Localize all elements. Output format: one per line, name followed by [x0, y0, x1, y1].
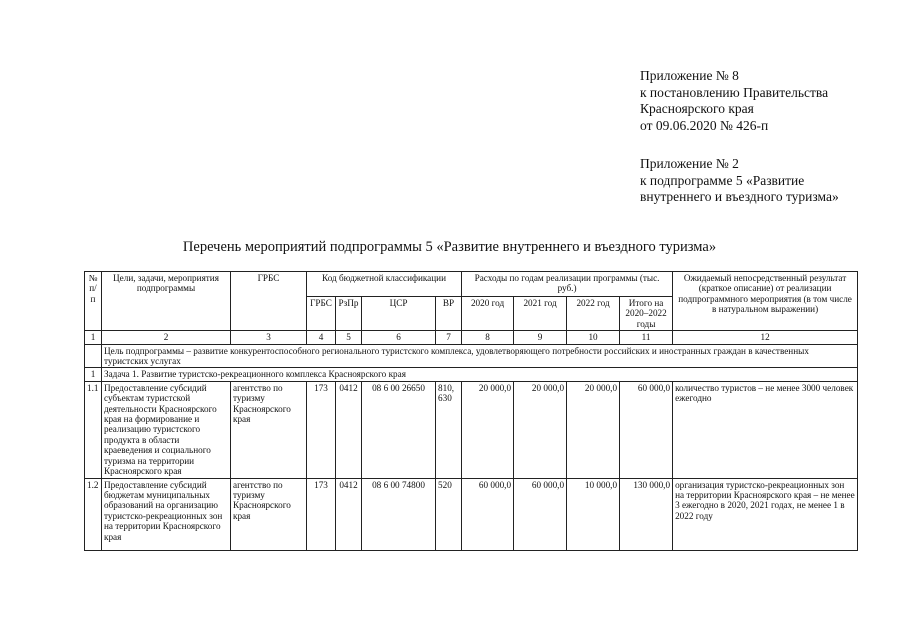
column-number: 4 — [307, 331, 336, 344]
row-rzpr: 0412 — [336, 381, 362, 478]
appendix-8-header — [640, 68, 828, 134]
subheader-rzpr: РзПр — [336, 297, 362, 331]
row-grbs-code: 173 — [307, 478, 336, 550]
subheader-csr: ЦСР — [362, 297, 436, 331]
column-number: 6 — [362, 331, 436, 344]
subheader-2020: 2020 год — [462, 297, 514, 331]
appendix-8-line-2: к постановлению Правительства — [640, 84, 829, 100]
subheader-total: Итого на 2020–2022 годы — [620, 297, 673, 331]
row-grbs-name: агентство по туризму Красноярского края — [231, 478, 307, 550]
column-number: 2 — [102, 331, 231, 344]
row-num: 1.2 — [85, 478, 102, 550]
header-num: № п/п — [85, 272, 102, 331]
row-result: количество туристов – не менее 3000 человек ежегодно — [673, 381, 858, 478]
column-number: 11 — [620, 331, 673, 344]
appendix-2-header — [640, 156, 839, 206]
goal-row — [85, 344, 858, 368]
appendix-2-line-1: Приложение № 2 — [640, 156, 739, 171]
row-activity-name: Предоставление субсидий бюджетам муниципальных образований на организацию туристско-рекреационных зон на территории Красноярского края — [102, 478, 231, 550]
subheader-2021: 2021 год — [514, 297, 567, 331]
row-vr: 810, 630 — [436, 381, 462, 478]
task-text: Задача 1. Развитие туристско-рекреационного комплекса Красноярского края — [102, 368, 858, 381]
row-grbs-code: 173 — [307, 381, 336, 478]
row-csr: 08 6 00 74800 — [362, 478, 436, 550]
row-2021: 60 000,0 — [514, 478, 567, 550]
row-rzpr: 0412 — [336, 478, 362, 550]
row-2022: 20 000,0 — [567, 381, 620, 478]
task-num: 1 — [85, 368, 102, 381]
column-number: 10 — [567, 331, 620, 344]
row-grbs-name: агентство по туризму Красноярского края — [231, 381, 307, 478]
appendix-8-line-3: Красноярского края — [640, 101, 754, 116]
appendix-2-line-2: к подпрограмме 5 «Развитие — [640, 172, 805, 188]
row-2020: 60 000,0 — [462, 478, 514, 550]
subheader-vr: ВР — [436, 297, 462, 331]
header-expenses: Расходы по годам реализации программы (тыс. руб.) — [462, 272, 673, 297]
row-2020: 20 000,0 — [462, 381, 514, 478]
task-row — [85, 368, 858, 381]
appendix-8-line-1: Приложение № 8 — [640, 68, 739, 83]
appendix-8-line-4: от 09.06.2020 № 426-п — [640, 117, 769, 133]
row-num: 1.1 — [85, 381, 102, 478]
subheader-grbs: ГРБС — [307, 297, 336, 331]
row-activity-name: Предоставление субсидий субъектам туристской деятельности Красноярского края на формирование и реализацию туристского продукта в области краеведения и социального туризма на территории Красноярского края — [102, 381, 231, 478]
subheader-2022: 2022 год — [567, 297, 620, 331]
row-2022: 10 000,0 — [567, 478, 620, 550]
header-goals: Цели, задачи, мероприятия подпрограммы — [102, 272, 231, 331]
header-budget-code: Код бюджетной классификации — [307, 272, 462, 297]
column-number: 8 — [462, 331, 514, 344]
goal-num-cell — [85, 344, 102, 368]
column-number: 7 — [436, 331, 462, 344]
header-result: Ожидаемый непосредственный результат (краткое описание) от реализации подпрограммного мероприятия (в том числе в натуральном выражении) — [673, 272, 858, 331]
row-result: организация туристско-рекреационных зон на территории Красноярского края – не менее 3 ежегодно в 2020, 2021 годах, не менее 1 в 2022 году — [673, 478, 858, 550]
column-number: 9 — [514, 331, 567, 344]
header-grbs: ГРБС — [231, 272, 307, 331]
column-number: 12 — [673, 331, 858, 344]
table-row — [85, 478, 858, 550]
goal-text: Цель подпрограммы – развитие конкурентоспособного регионального туристского комплекса, удовлетворяющего потребности российских и иностранных граждан в качественных туристских услугах — [102, 344, 858, 368]
column-number: 3 — [231, 331, 307, 344]
column-number: 1 — [85, 331, 102, 344]
row-2021: 20 000,0 — [514, 381, 567, 478]
table-row — [85, 381, 858, 478]
row-total: 130 000,0 — [620, 478, 673, 550]
document-title: Перечень мероприятий подпрограммы 5 «Развитие внутреннего и въездного туризма» — [182, 239, 717, 255]
header-row-1 — [85, 272, 858, 297]
column-number: 5 — [336, 331, 362, 344]
column-number-row — [85, 331, 858, 344]
row-csr: 08 6 00 26650 — [362, 381, 436, 478]
row-total: 60 000,0 — [620, 381, 673, 478]
activities-table — [84, 271, 858, 551]
appendix-2-line-3: внутреннего и въездного туризма» — [640, 189, 839, 204]
row-vr: 520 — [436, 478, 462, 550]
